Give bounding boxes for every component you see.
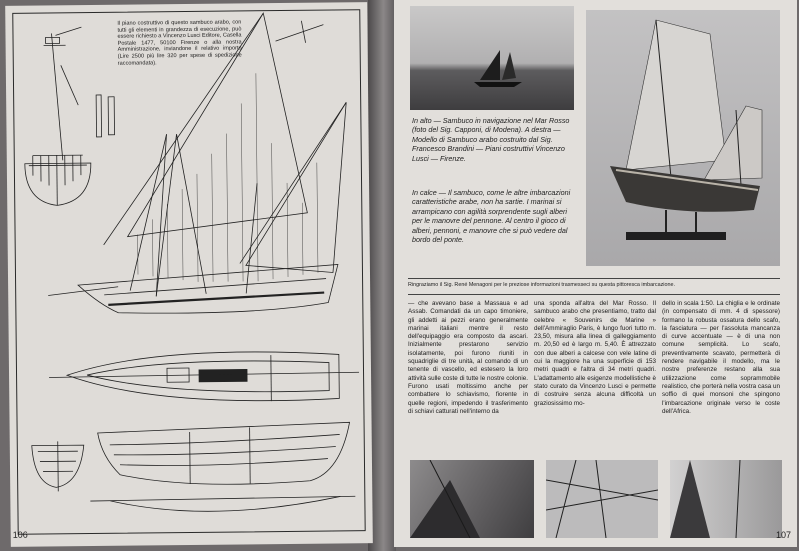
page-number-left: 106 [12, 529, 28, 540]
stern-view-drawing [25, 155, 92, 206]
ship-model-drawing [586, 10, 780, 266]
article-column-1: — che avevano base a Massaua e ad Assab. Comandati da un capo timoniere, gli addetti ai pezzi erano generalmente marinai italiani mentre il resto dell'equipaggio era composto da ascari. Inizialmente prestarono servizio isolatamente, poi furono riuniti in squadriglie di tre unità, al comando di un tenente di vascello, ed estesero la loro attività sulle coste di tutte le nostre colonie. Furono usati moltissimo anche per combattere lo schiavismo, fiorente in quelle regioni, impedendo il trasferimento di schiavi catturati nell'interno da [408, 300, 528, 415]
sambuco-sailing-icon [410, 6, 574, 110]
deck-photo [670, 460, 782, 538]
caption-top: In alto — Sambuco in navigazione nel Mar Rosso (foto del Sig. Capponi, di Modena). A destra — Modello di Sambuco arabo costruito dal Sig. Francesco Brandini — Piani costruttivi Vincenzo Lusci — Firenze. [412, 116, 570, 163]
divider-rule-2 [408, 294, 780, 295]
article-column-3: dello in scala 1:50. La chiglia e le ordinate (in compensato di mm. 4 di spessore) formano la robusta ossatura dello scafo, la fasciatura — per l'assoluta mancanza di curve accentuate — è di una non comune semplicità. Lo scafo, preventivamente scavato, permetterà di rendere navigabile il modello, ma le nostre preferenze restano alla sua utilizzazione come soprammobile realistico, che porterà nella vostra casa un soffio di quei monsoni che spingono l'imbarcazione originale verso le coste dell'Africa. [662, 300, 780, 415]
acknowledgement-text: Ringraziamo il Sig. René Menagoni per le preziose informazioni trasmesseci su questa pittoresca imbarcazione. [408, 282, 675, 288]
sailing-photo [410, 6, 574, 110]
rigging-photo [546, 460, 658, 538]
ship-plans-drawing [5, 2, 373, 547]
plan-order-note: Il piano costruttivo di questo sambuco arabo, con tutti gli elementi in grandezza di esecuzione, può essere richiesto a Vincenzo Lusci Editore, Casella Postale 1477, 50100 Firenze o alla nostra Amministrazione, inviandone il relativo importo (Lire 2500 più lire 320 per spese di spedizione raccomandata). [117, 19, 242, 67]
crew-photo [410, 460, 534, 538]
model-photo [586, 10, 780, 266]
divider-rule [408, 278, 780, 279]
right-page [394, 0, 797, 547]
book-gutter [368, 0, 396, 551]
caption-bottom: In calce — Il sambuco, come le altre imbarcazioni caratteristiche arabe, non ha sartie. I marinai si arrampicano con agilità sorprendente sugli alberi per le manovre del pennone. Al centro il gioco di alberi, pennoni, e manovre che si può vedere dal bordo del ponte. [412, 188, 571, 245]
article-column-2: una sponda all'altra del Mar Rosso. Il sambuco arabo che presentiamo, tratto dal celebre « Souvenirs de Marine » dell'Ammiraglio Paris, è lungo fuori tutto m. 23,50, misura alla linea di galleggiamento m. 20,50 ed è largo m. 5,40. È attrezzato con due alberi a calcese con vele latine di cui la maggiore ha una superficie di 153 metri quadri e l'altra di 34 metri quadri. L'adattamento alle esigenze modellistiche è stato curato da Vincenzo Lusci e permette di costruire senza alcuna difficoltà un graziosissimo mo- [534, 300, 656, 407]
left-page [5, 2, 373, 547]
deck-plan-drawing [49, 351, 360, 404]
hull-profile-drawing [48, 264, 338, 314]
page-number-right: 107 [776, 530, 792, 540]
mast-detail-drawing [43, 27, 82, 160]
hull-lines-drawing [90, 422, 356, 512]
hull-section-drawing [32, 441, 85, 492]
